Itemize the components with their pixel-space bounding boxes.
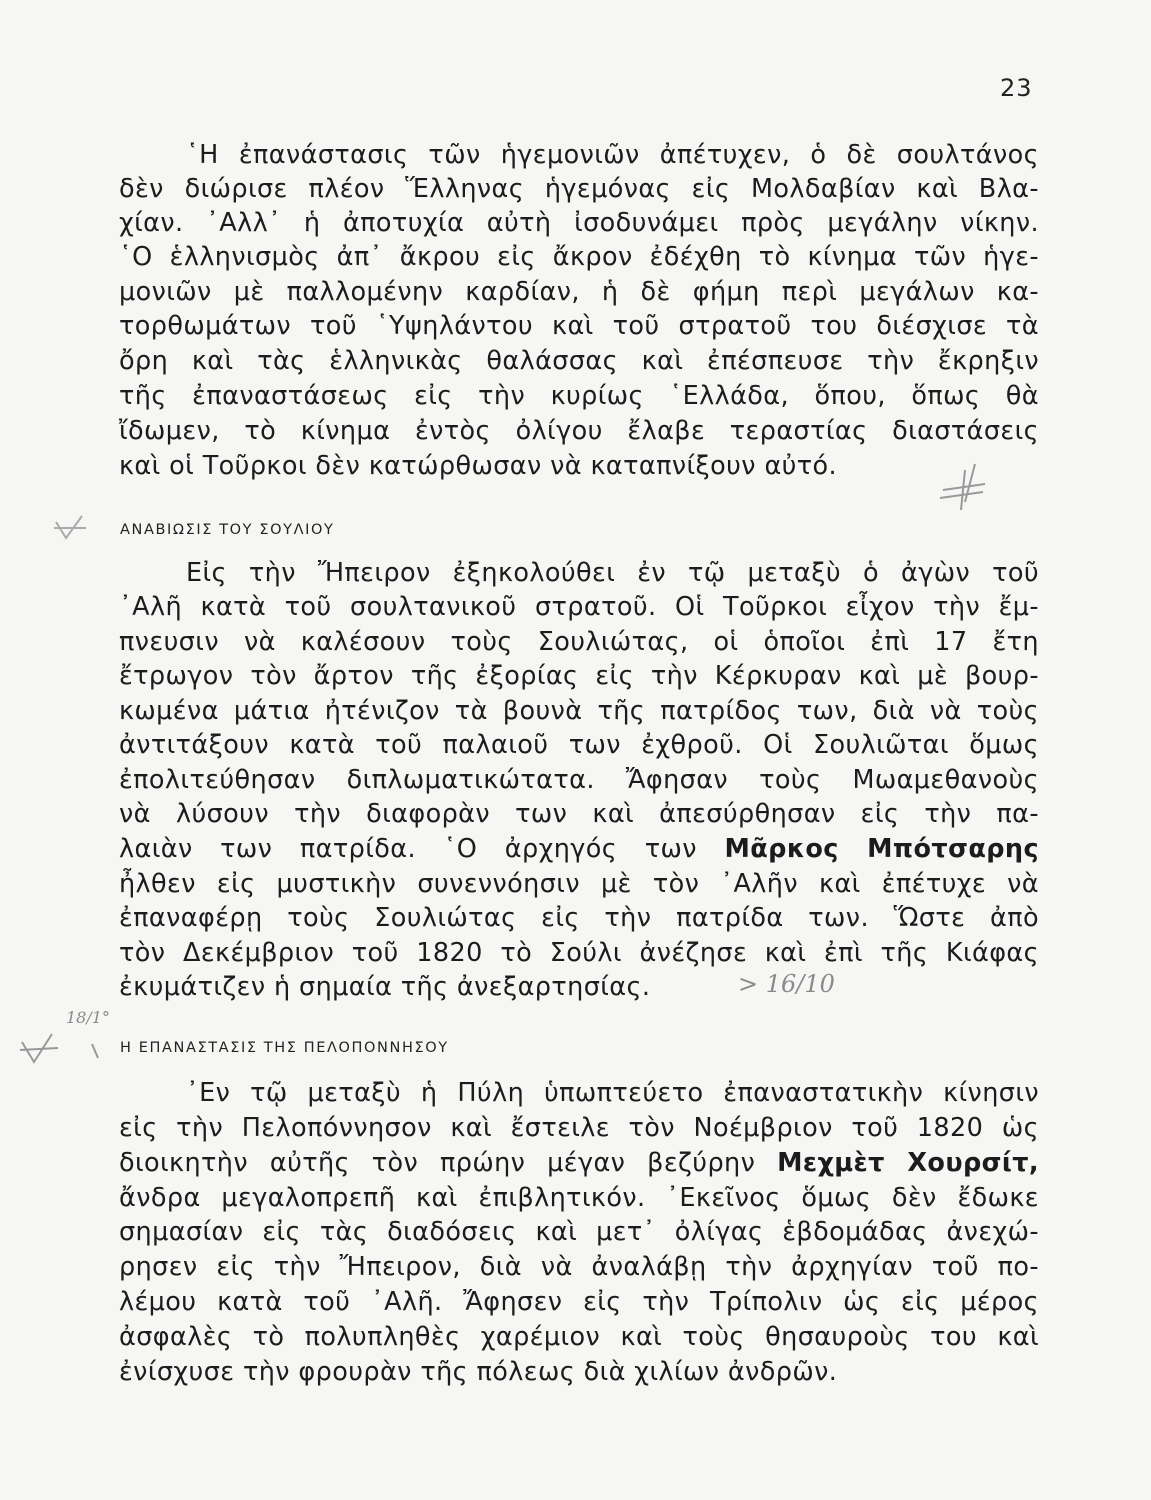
body-line: σημασίαν εἰς τὰς διαδόσεις καὶ μετ᾿ ὀλίγας ἑβδομάδας ἀνεχώ- bbox=[119, 1217, 1039, 1247]
body-line: ἐπολιτεύθησαν διπλωματικώτατα. Ἄφησαν τοὺς Μωαμεθανοὺς bbox=[119, 765, 1039, 795]
name-bold: Μᾶρκος Μπότσαρης bbox=[724, 834, 1039, 864]
body-line: ὄρη καὶ τὰς ἑλληνικὰς θαλάσσας καὶ ἐπέσπευσε τὴν ἔκρηξιν bbox=[119, 346, 1039, 376]
body-line: κωμένα μάτια ἠτένιζον τὰ βουνὰ τῆς πατρίδος των, διὰ νὰ τοὺς bbox=[119, 696, 1039, 726]
body-line: χίαν. ᾿Αλλ᾿ ἡ ἀποτυχία αὐτὴ ἰσοδυνάμει πρὸς μεγάλην νίκην. bbox=[119, 208, 1039, 238]
body-line: ρησεν εἰς τὴν Ἤπειρον, διὰ νὰ ἀναλάβῃ τὴν ἀρχηγίαν τοῦ πο- bbox=[119, 1252, 1039, 1282]
body-line: ἀσφαλὲς τὸ πολυπληθὲς χαρέμιον καὶ τοὺς θησαυροὺς του καὶ bbox=[119, 1322, 1039, 1352]
body-line: καὶ οἱ Τοῦρκοι δὲν κατώρθωσαν νὰ καταπνίξουν αὐτό. bbox=[119, 451, 838, 481]
body-line: ἔτρωγον τὸν ἄρτον τῆς ἐξορίας εἰς τὴν Κέρκυραν καὶ μὲ βουρ- bbox=[119, 661, 1039, 691]
page-number: 23 bbox=[1000, 74, 1033, 102]
body-line bbox=[119, 833, 1039, 867]
body-line bbox=[119, 1147, 1039, 1181]
margin-check-icon bbox=[18, 1030, 108, 1070]
handwritten-date: > 16/10 bbox=[738, 970, 835, 998]
handwritten-year: 18/1° bbox=[66, 1008, 110, 1027]
body-line: ἦλθεν εἰς μυστικὴν συνεννόησιν μὲ τὸν ᾿Αλῆν καὶ ἐπέτυχε νὰ bbox=[119, 869, 1039, 899]
body-line: λέμου κατὰ τοῦ ᾿Αλῆ. Ἄφησεν εἰς τὴν Τρίπολιν ὡς εἰς μέρος bbox=[119, 1287, 1039, 1317]
body-line: ῾Η ἐπανάστασις τῶν ἡγεμονιῶν ἀπέτυχεν, ὁ δὲ σουλτάνος bbox=[186, 140, 1039, 170]
margin-check-icon bbox=[52, 512, 92, 544]
body-line: τορθωμάτων τοῦ ῾Υψηλάντου καὶ τοῦ στρατοῦ του διέσχισε τὰ bbox=[119, 311, 1039, 341]
body-line: τῆς ἐπαναστάσεως εἰς τὴν κυρίως ῾Ελλάδα, ὅπου, ὅπως θὰ bbox=[119, 381, 1039, 411]
pencil-mark-icon bbox=[935, 462, 995, 512]
body-line: ᾿Εν τῷ μεταξὺ ἡ Πύλη ὑπωπτεύετο ἐπαναστατικὴν κίνησιν bbox=[186, 1078, 1039, 1108]
body-line: ᾿Αλῆ κατὰ τοῦ σουλτανικοῦ στρατοῦ. Οἱ Τοῦρκοι εἶχον τὴν ἔμ- bbox=[119, 592, 1039, 622]
body-line: μονιῶν μὲ παλλομένην καρδίαν, ἡ δὲ φήμη περὶ μεγάλων κα- bbox=[119, 277, 1039, 307]
line-text: λαιὰν των πατρίδα. ῾Ο ἀρχηγός των bbox=[119, 834, 697, 864]
name-bold: Μεχμὲτ Χουρσίτ, bbox=[777, 1148, 1039, 1178]
body-line: τὸν Δεκέμβριον τοῦ 1820 τὸ Σούλι ἀνέζησε καὶ ἐπὶ τῆς Κιάφας bbox=[119, 938, 1039, 968]
body-line: ἀντιτάξουν κατὰ τοῦ παλαιοῦ των ἐχθροῦ. Οἱ Σουλιῶται ὅμως bbox=[119, 730, 1039, 760]
body-line: ἐπαναφέρῃ τοὺς Σουλιώτας εἰς τὴν πατρίδα των. Ὥστε ἀπὸ bbox=[119, 903, 1039, 933]
body-line: ῾Ο ἑλληνισμὸς ἀπ᾿ ἄκρου εἰς ἄκρον ἐδέχθη τὸ κίνημα τῶν ἡγε- bbox=[119, 242, 1039, 272]
section-heading: Η ΕΠΑΝΑΣΤΑΣΙΣ ΤΗΣ ΠΕΛΟΠΟΝΝΗΣΟΥ bbox=[120, 1040, 449, 1056]
body-line: εἰς τὴν Πελοπόννησον καὶ ἔστειλε τὸν Νοέμβριον τοῦ 1820 ὡς bbox=[119, 1113, 1039, 1143]
body-line: πνευσιν νὰ καλέσουν τοὺς Σουλιώτας, οἱ ὁποῖοι ἐπὶ 17 ἔτη bbox=[119, 627, 1039, 657]
body-line: ἄνδρα μεγαλοπρεπῆ καὶ ἐπιβλητικόν. ᾿Εκεῖνος ὅμως δὲν ἔδωκε bbox=[119, 1183, 1039, 1213]
line-text: διοικητὴν αὐτῆς τὸν πρώην μέγαν βεζύρην bbox=[119, 1148, 756, 1178]
body-line: δὲν διώρισε πλέον Ἕλληνας ἡγεμόνας εἰς Μολδαβίαν καὶ Βλα- bbox=[119, 174, 1039, 204]
section-heading: ΑΝΑΒΙΩΣΙΣ ΤΟΥ ΣΟΥΛΙΟΥ bbox=[120, 522, 335, 538]
body-line: ἐκυμάτιζεν ἡ σημαία τῆς ἀνεξαρτησίας. bbox=[119, 972, 651, 1002]
body-line: Εἰς τὴν Ἤπειρον ἐξηκολούθει ἐν τῷ μεταξὺ ὁ ἀγὼν τοῦ bbox=[186, 558, 1039, 588]
body-line: ἴδωμεν, τὸ κίνημα ἐντὸς ὀλίγου ἔλαβε τεραστίας διαστάσεις bbox=[119, 416, 1039, 446]
body-line: νὰ λύσουν τὴν διαφορὰν των καὶ ἀπεσύρθησαν εἰς τὴν πα- bbox=[119, 799, 1039, 829]
body-line: ἐνίσχυσε τὴν φρουρὰν τῆς πόλεως διὰ χιλίων ἀνδρῶν. bbox=[119, 1357, 838, 1387]
